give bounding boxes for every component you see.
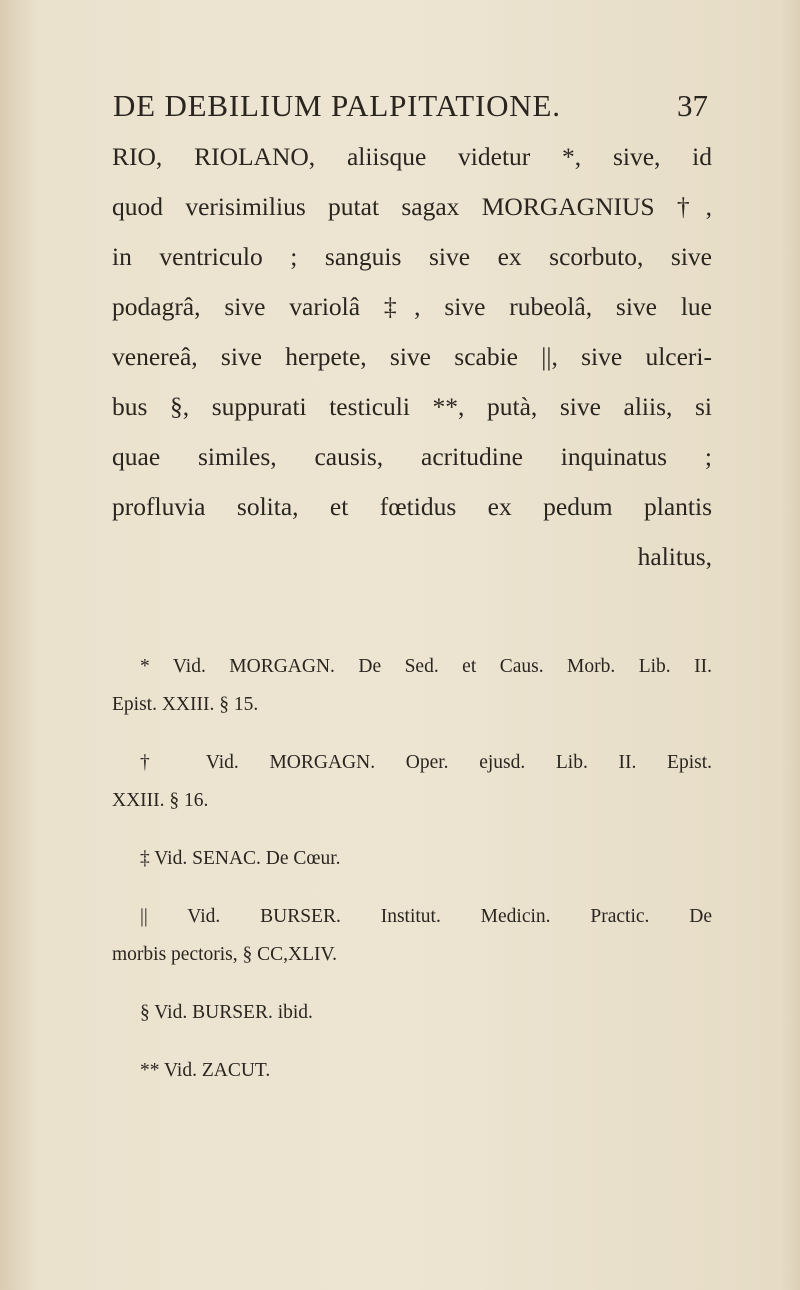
text-line: RIO, RIOLANO, aliisque videtur *, sive, id — [112, 142, 712, 171]
text-line: profluvia solita, et fœtidus ex pedum plantis — [112, 492, 712, 521]
footnote-line: morbis pectoris, § CC,XLIV. — [112, 944, 337, 965]
footnote-line: Epist. XXIII. § 15. — [112, 694, 259, 715]
text-line: podagrâ, sive variolâ ‡, sive rubeolâ, sive lue — [112, 292, 712, 321]
running-title: DE DEBILIUM PALPITATIONE. — [113, 88, 561, 123]
footnote-asterisk — [112, 648, 712, 724]
footnote-section — [112, 994, 712, 1032]
running-header — [113, 88, 708, 132]
footnote-parallel — [112, 898, 712, 974]
footnote-line: § Vid. BURSER. ibid. — [140, 1002, 313, 1023]
footnote-line: ** Vid. ZACUT. — [140, 1060, 271, 1081]
footnote-double-dagger — [112, 840, 712, 878]
footnote-line: † Vid. MORGAGN. Oper. ejusd. Lib. II. Epist. — [140, 752, 712, 773]
footnote-dagger — [112, 744, 712, 820]
text-line: quae similes, causis, acritudine inquinatus ; — [112, 442, 712, 471]
footnote-line: * Vid. MORGAGN. De Sed. et Caus. Morb. Lib. II. — [140, 656, 712, 677]
text-line: venereâ, sive herpete, sive scabie ||, sive ulceri- — [112, 342, 712, 371]
main-text — [112, 132, 712, 582]
page-number: 37 — [677, 88, 708, 123]
text-line-catchword: halitus, — [637, 542, 712, 571]
footnotes — [112, 648, 712, 1110]
footnote-line: ‡ Vid. SENAC. De Cœur. — [140, 848, 341, 869]
text-line: bus §, suppurati testiculi **, putà, sive aliis, si — [112, 392, 712, 421]
footnote-line: || Vid. BURSER. Institut. Medicin. Practic. De — [140, 906, 712, 927]
text-line: in ventriculo ; sanguis sive ex scorbuto, sive — [112, 242, 712, 271]
footnote-line: XXIII. § 16. — [112, 790, 209, 811]
footnote-double-asterisk — [112, 1052, 712, 1090]
text-line: quod verisimilius putat sagax MORGAGNIUS †, — [112, 192, 712, 221]
